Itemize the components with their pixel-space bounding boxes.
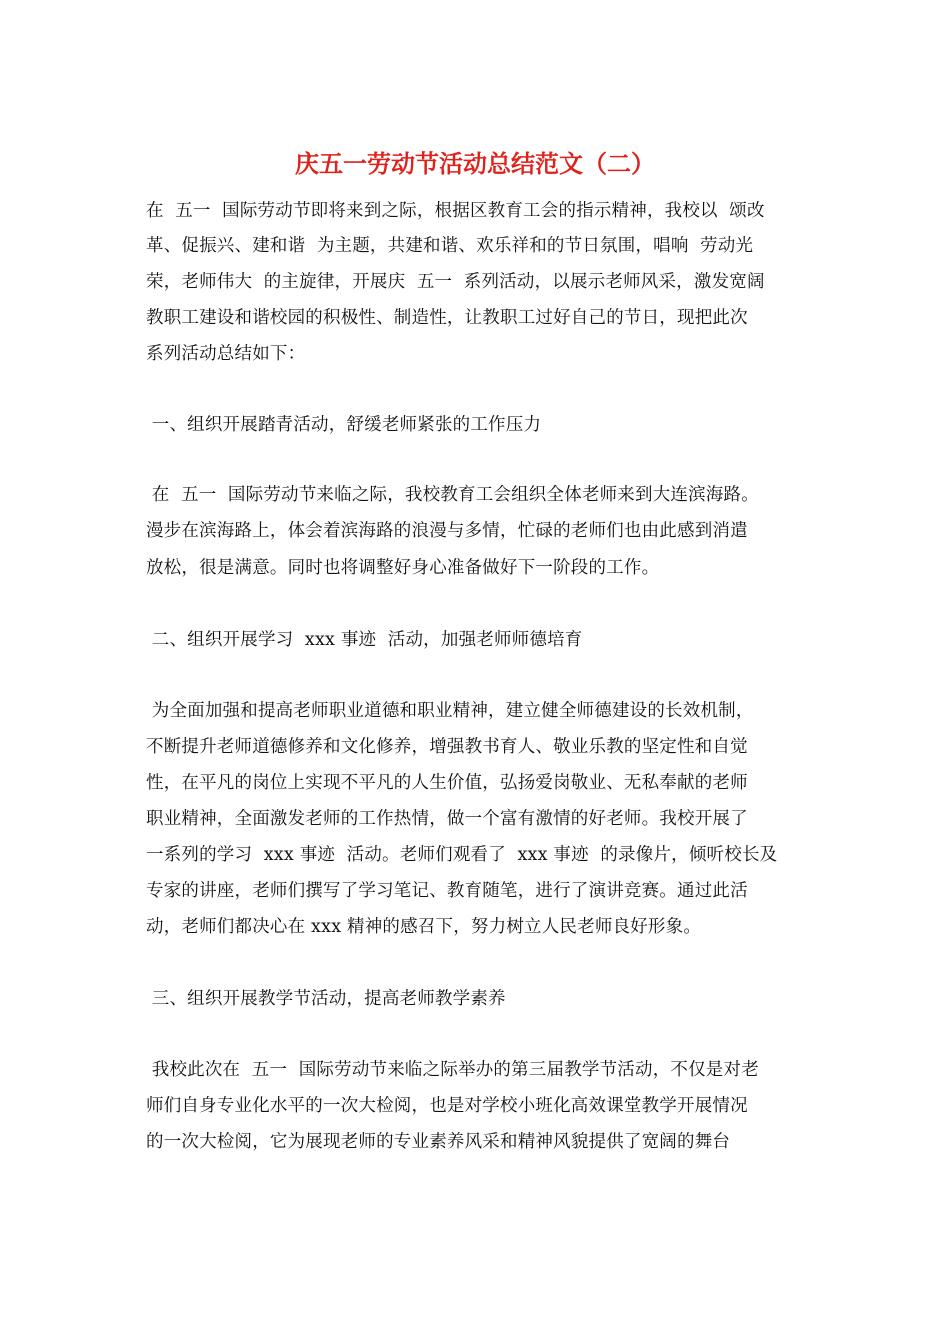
section2-line: 动，老师们都决心在 xxx 精神的感召下，努力树立人民老师良好形象。 <box>146 917 702 937</box>
section3-line: 我校此次在 五一 国际劳动节来临之际举办的第三届教学节活动，不仅是对老 <box>146 1060 759 1080</box>
section1-line: 漫步在滨海路上，体会着滨海路的浪漫与多情，忙碌的老师们也由此感到消遣 <box>146 521 748 541</box>
section-heading-2: 二、组织开展学习 xxx 事迹 活动，加强老师师德培育 <box>146 630 583 650</box>
section1-line: 放松，很是满意。同时也将调整好身心准备做好下一阶段的工作。 <box>146 558 660 578</box>
intro-line: 系列活动总结如下： <box>146 344 306 364</box>
section2-line: 一系列的学习 xxx 事迹 活动。老师们观看了 xxx 事迹 的录像片，倾听校长及 <box>146 845 778 865</box>
intro-line: 革、促振兴、建和谐 为主题，共建和谐、欢乐祥和的节日氛围，唱响 劳动光 <box>146 236 754 256</box>
section-heading-1: 一、组织开展踏青活动，舒缓老师紧张的工作压力 <box>146 415 542 435</box>
section1-line: 在 五一 国际劳动节来临之际，我校教育工会组织全体老师来到大连滨海路。 <box>146 485 759 505</box>
section2-line: 性，在平凡的岗位上实现不平凡的人生价值，弘扬爱岗敬业、无私奉献的老师 <box>146 773 748 793</box>
section2-line: 为全面加强和提高老师职业道德和职业精神，建立健全师德建设的长效机制， <box>146 701 754 721</box>
section3-line: 的一次大检阅，它为展现老师的专业素养风采和精神风貌提供了宽阔的舞台 <box>146 1132 731 1152</box>
section2-line: 不断提升老师道德修养和文化修养，增强教书育人、敬业乐教的坚定性和自觉 <box>146 737 748 757</box>
section2-line: 专家的讲座，老师们撰写了学习笔记、教育随笔，进行了演讲竞赛。通过此活 <box>146 881 748 901</box>
intro-line: 荣，老师伟大 的主旋律，开展庆 五一 系列活动，以展示老师风采，激发宽阔 <box>146 272 765 292</box>
intro-line: 教职工建设和谐校园的积极性、制造性，让教职工过好自己的节日，现把此次 <box>146 308 748 328</box>
intro-line: 在 五一 国际劳动节即将来到之际，根据区教育工会的指示精神，我校以 颂改 <box>146 201 765 221</box>
section2-line: 职业精神，全面激发老师的工作热情，做一个富有激情的好老师。我校开展了 <box>146 809 748 829</box>
section-heading-3: 三、组织开展教学节活动，提高老师教学素养 <box>146 989 506 1009</box>
document-title: 庆五一劳动节活动总结范文（二） <box>295 149 655 178</box>
section3-line: 师们自身专业化水平的一次大检阅，也是对学校小班化高效课堂教学开展情况 <box>146 1096 748 1116</box>
